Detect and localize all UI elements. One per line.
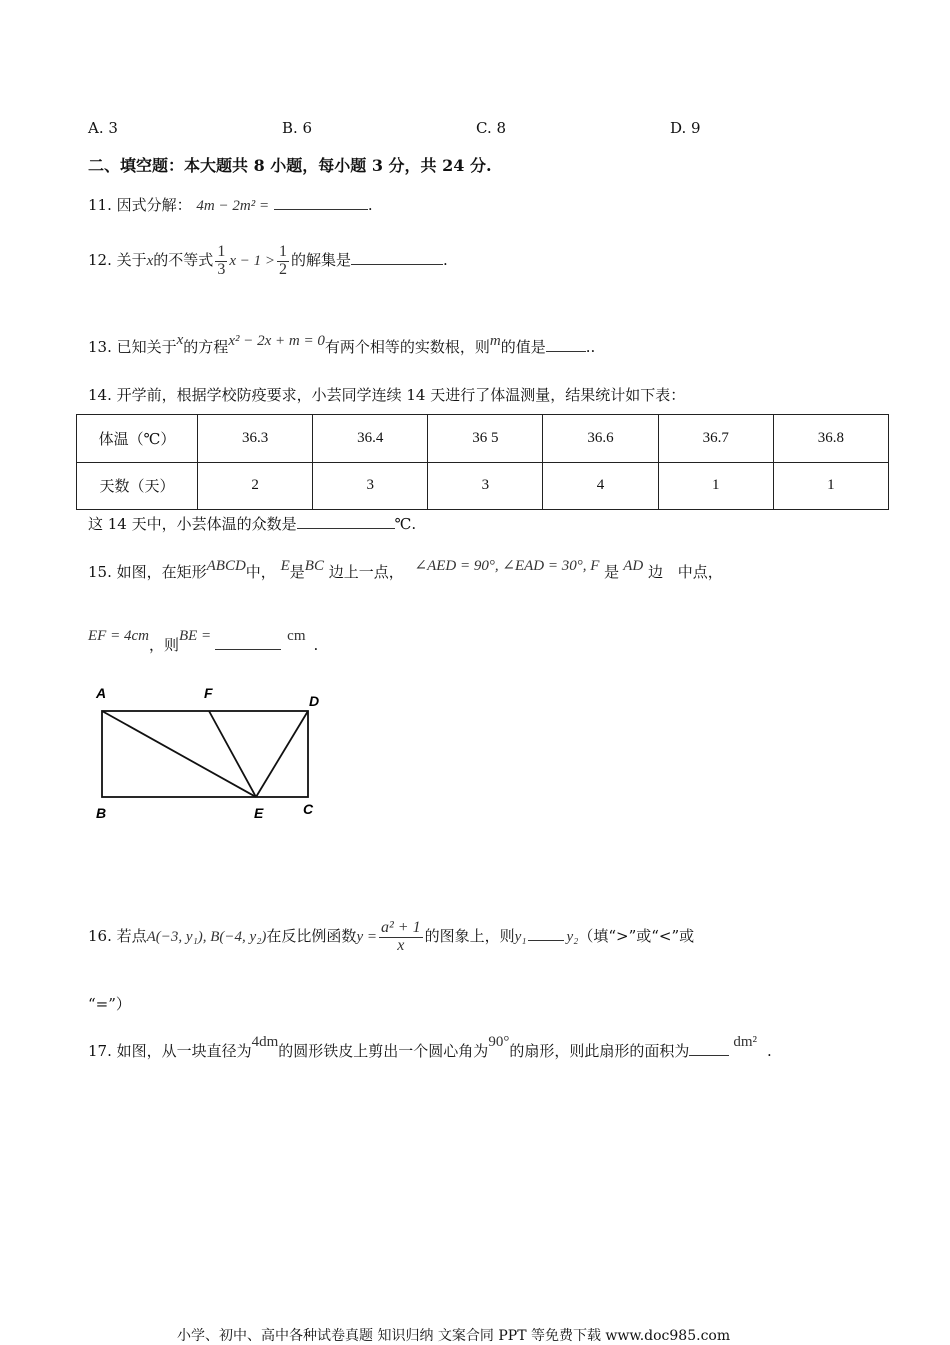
- table-cell: 1: [773, 462, 888, 510]
- label-a: A: [96, 685, 107, 701]
- q11-answer-blank: [274, 195, 368, 210]
- section-title: 二、填空题：本大题共 8 小题，每小题 3 分，共 24 分.: [88, 156, 492, 175]
- table-cell: 1: [658, 462, 773, 510]
- q12-after: 的解集是: [290, 251, 351, 269]
- q13-end: ..: [585, 338, 596, 356]
- q17-answer-blank: [689, 1041, 729, 1056]
- q15-unit: cm: [287, 628, 306, 644]
- option-b: B. 6: [282, 119, 313, 137]
- table-row: [77, 415, 889, 463]
- q13-equation: x² − 2x + m = 0: [228, 333, 325, 349]
- q13-var: x: [176, 332, 184, 348]
- q12-mid: 的不等式: [153, 251, 214, 269]
- table-cell: 3: [428, 462, 543, 510]
- question-17: [88, 1034, 772, 1061]
- question-11: [88, 194, 373, 215]
- question-16: [88, 920, 694, 954]
- q13-answer-blank: [546, 337, 586, 352]
- option-a: A. 3: [88, 119, 118, 137]
- q11-expr: 4m − 2m² =: [196, 198, 270, 214]
- q14-unit: ℃.: [394, 515, 417, 533]
- footer-text: 小学、初中、高中各种试卷真题 知识归纳 文案合同 PPT 等免费下载 www.doc985.com: [177, 1328, 731, 1344]
- q16-fill: （填“>”或“<”或: [578, 927, 695, 945]
- label-c: C: [303, 801, 314, 817]
- table-cell: 36.6: [543, 415, 658, 463]
- rectangle-figure: [88, 680, 338, 825]
- q16-in: 在反比例函数: [266, 927, 357, 945]
- q12-label: 12. 关于: [88, 251, 147, 269]
- q14-answer-blank: [297, 514, 395, 529]
- option-c: C. 8: [476, 119, 507, 137]
- q17-mid: 的圆形铁皮上剪出一个圆心角为: [278, 1042, 489, 1060]
- q15-be: BE =: [178, 628, 212, 644]
- label-f: F: [204, 685, 213, 701]
- q11-label: 11. 因式分解：: [88, 196, 192, 214]
- question-12: [88, 244, 448, 278]
- q16-y-eq: y =: [356, 929, 377, 945]
- q12-end: .: [442, 251, 448, 269]
- q13-after: 有两个相等的实数根，则: [324, 338, 490, 356]
- q12-var: x: [146, 253, 154, 269]
- table-header-temperature: 体温（℃）: [77, 415, 198, 463]
- q13-after2: 的值是: [500, 338, 546, 356]
- q16-line2: “=”）: [88, 995, 131, 1013]
- q12-fraction-1: $\frac{1}{3}$: [217, 243, 226, 278]
- q15-end: .: [313, 636, 319, 654]
- table-cell: 36.4: [313, 415, 428, 463]
- q17-diameter: 4dm: [251, 1034, 279, 1050]
- q16-after: 的图象上，则: [424, 927, 515, 945]
- q14-after: [88, 513, 416, 534]
- question-13: [88, 332, 596, 357]
- q15-bian2: 边: [647, 563, 663, 581]
- segment-de: [256, 711, 308, 797]
- q15-shi2: 是: [604, 563, 620, 581]
- q15-label: 15. 如图，在矩形: [88, 563, 207, 581]
- table-cell: 2: [198, 462, 313, 510]
- table-header-days: 天数（天）: [77, 462, 198, 510]
- q15-ef: EF = 4cm: [88, 628, 149, 644]
- q12-tail: x − 1 >: [229, 253, 275, 269]
- table-row: [77, 462, 889, 510]
- q15-bian: 边上一点，: [328, 563, 404, 581]
- q15-ze: ，则: [148, 636, 179, 654]
- table-cell: 36.3: [198, 415, 313, 463]
- q16-answer-blank: [528, 926, 564, 941]
- q15-point-e: E: [280, 558, 290, 574]
- q16-y2: y₂: [566, 929, 579, 945]
- q16-label: 16. 若点: [88, 927, 147, 945]
- q17-label: 17. 如图，从一块直径为: [88, 1042, 252, 1060]
- q15-zhong: 中，: [245, 563, 276, 581]
- q15-shi: 是: [289, 563, 305, 581]
- q17-unit: dm²: [733, 1034, 757, 1050]
- table-cell: 36.8: [773, 415, 888, 463]
- q17-angle: 90°: [488, 1034, 510, 1050]
- question-15: [88, 558, 723, 582]
- option-d: D. 9: [670, 119, 701, 137]
- label-e: E: [254, 805, 264, 821]
- q15-midpoint: 中点，: [677, 563, 723, 581]
- q15-angles: ∠AED = 90°, ∠EAD = 30°, F: [414, 558, 600, 574]
- question-14: 14. 开学前，根据学校防疫要求，小芸同学连续 14 天进行了体温测量，结果统计如下表：: [88, 386, 686, 404]
- temperature-table: [76, 414, 889, 510]
- table-cell: 36.7: [658, 415, 773, 463]
- q12-fraction-2: $\frac{1}{2}$: [278, 243, 287, 278]
- q13-mid: 的方程: [183, 338, 229, 356]
- q16-fraction: $\frac{\text{a² + 1}}{x}$: [380, 919, 421, 954]
- table-cell: 36 5: [428, 415, 543, 463]
- q13-var-m: m: [489, 333, 501, 349]
- label-b: B: [96, 805, 107, 821]
- q11-end: .: [367, 196, 373, 214]
- q16-y1: y₁: [514, 929, 527, 945]
- q15-ad: AD: [623, 558, 644, 574]
- q15-rect: ABCD: [206, 558, 246, 574]
- table-cell: 4: [543, 462, 658, 510]
- table-cell: 3: [313, 462, 428, 510]
- rectangle-abcd: [102, 711, 308, 797]
- q13-label: 13. 已知关于: [88, 338, 177, 356]
- q14-after-text: 这 14 天中，小芸体温的众数是: [88, 515, 297, 533]
- q12-answer-blank: [351, 250, 443, 265]
- q17-after: 的扇形，则此扇形的面积为: [509, 1042, 690, 1060]
- q17-end: .: [767, 1042, 772, 1060]
- q15-line2: [88, 628, 319, 655]
- q16-points: A(−3, y₁), B(−4, y₂): [146, 929, 267, 945]
- q15-bc: BC: [304, 558, 324, 574]
- q15-answer-blank: [215, 635, 281, 650]
- label-d: D: [309, 693, 320, 709]
